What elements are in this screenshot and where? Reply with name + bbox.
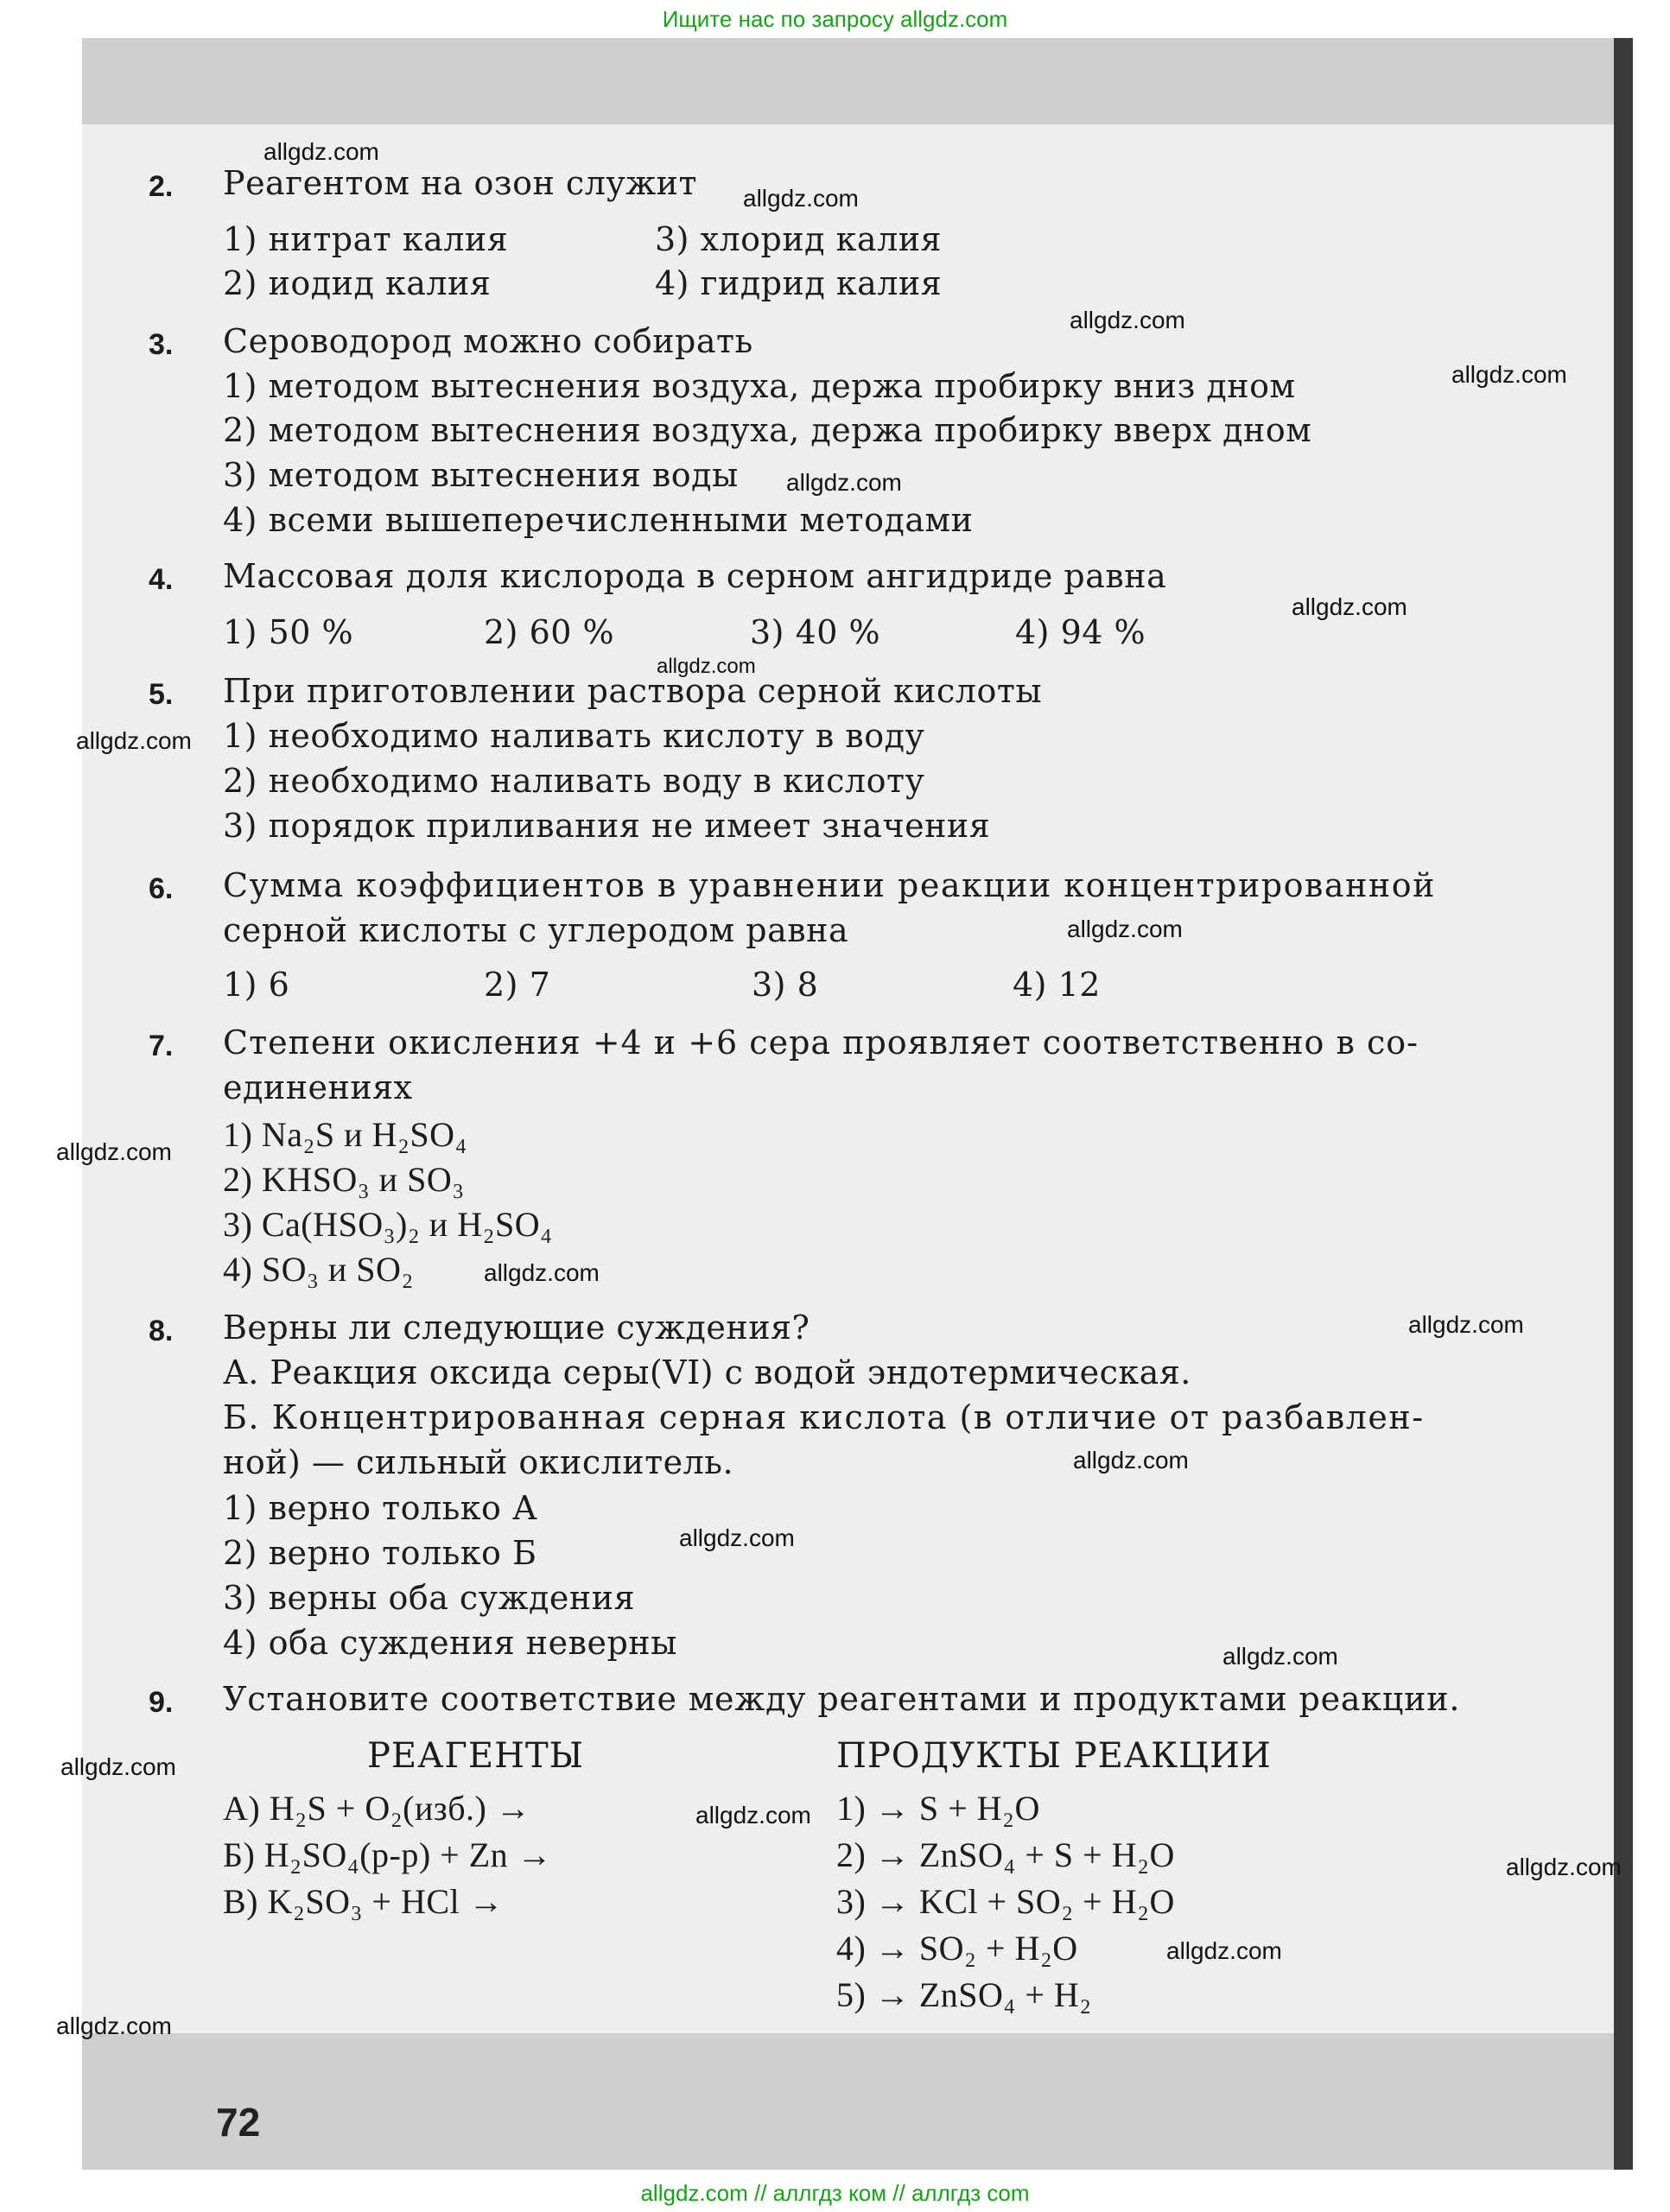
q3-option-4: 4) всеми вышеперечисленными методами <box>223 501 974 539</box>
product-3: 3) → KCl + SO₂ + H₂O <box>836 1882 1175 1921</box>
q5-option-2: 2) необходимо наливать воду в кислоту <box>223 762 925 800</box>
q4-number: 4. <box>149 563 174 596</box>
q6-option-3: 3) 8 <box>752 966 819 1004</box>
q6-text-line-2: серной кислоты с углеродом равна <box>223 911 849 949</box>
q2-option-1: 1) нитрат калия <box>223 220 509 258</box>
q9-text: Установите соответствие между реагентами и продуктами реакции. <box>223 1680 1461 1718</box>
watermark: allgdz.com <box>1067 916 1183 942</box>
q6-option-2: 2) 7 <box>484 966 551 1004</box>
q8-number: 8. <box>149 1315 174 1347</box>
watermark: allgdz.com <box>1292 593 1407 620</box>
watermark: allgdz.com <box>56 2012 172 2039</box>
product-5: 5) → ZnSO₄ + H₂ <box>836 1975 1092 2014</box>
watermark: allgdz.com <box>1222 1643 1338 1670</box>
q2-number: 2. <box>149 170 174 203</box>
q3-option-3: 3) методом вытеснения воды <box>223 456 739 494</box>
q8-statement-b-line-1: Б. Концентрированная серная кислота (в отличие от разбавлен- <box>223 1398 1425 1436</box>
top-banner: Ищите нас по запросу allgdz.com <box>662 6 1008 32</box>
product-4: 4) → SO₂ + H₂O <box>836 1929 1078 1968</box>
watermark: allgdz.com <box>1408 1311 1524 1338</box>
reagent-c: В) K₂SO₃ + HCl → <box>223 1882 505 1921</box>
q4-text: Массовая доля кислорода в серном ангидриде равна <box>223 557 1167 595</box>
watermark: allgdz.com <box>1073 1447 1189 1474</box>
q6-option-1: 1) 6 <box>223 966 290 1004</box>
q7-number: 7. <box>149 1030 174 1062</box>
q3-number: 3. <box>149 328 174 361</box>
watermark: allgdz.com <box>695 1802 811 1829</box>
watermark: allgdz.com <box>679 1524 795 1551</box>
watermark: allgdz.com <box>1451 361 1567 388</box>
product-2: 2) → ZnSO₄ + S + H₂O <box>836 1835 1175 1874</box>
watermark: allgdz.com <box>1070 307 1185 333</box>
bottom-banner: allgdz.com // аллгдз ком // аллгдз com <box>640 2180 1030 2206</box>
q8-statement-b-line-2: ной) — сильный окислитель. <box>223 1443 734 1481</box>
q5-number: 5. <box>149 678 174 711</box>
q8-statement-a: А. Реакция оксида серы(VI) с водой эндотермическая. <box>223 1353 1191 1391</box>
q9-number: 9. <box>149 1686 174 1719</box>
q7-text-line-2: единениях <box>223 1068 413 1106</box>
product-1: 1) → S + H₂O <box>836 1789 1040 1828</box>
q8-option-1: 1) верно только А <box>223 1489 538 1527</box>
reagent-a: А) H₂S + O₂(изб.) → <box>223 1789 531 1828</box>
q6-number: 6. <box>149 872 174 905</box>
watermark: allgdz.com <box>264 138 379 165</box>
q8-option-3: 3) верны оба суждения <box>223 1579 636 1617</box>
q2-option-2: 2) иодид калия <box>223 264 492 302</box>
q4-option-2: 2) 60 % <box>484 613 615 651</box>
watermark: allgdz.com <box>1506 1854 1622 1880</box>
page-edge <box>1614 38 1633 2170</box>
q3-option-2: 2) методом вытеснения воздуха, держа пробирку вверх дном <box>223 411 1312 449</box>
q7-option-3: 3) Ca(HSO₃)₂ и H₂SO₄ <box>223 1205 553 1244</box>
watermark: allgdz.com <box>76 727 192 754</box>
q8-option-2: 2) верно только Б <box>223 1534 537 1572</box>
q5-text: При приготовлении раствора серной кислоты <box>223 672 1043 710</box>
reagent-b: Б) H₂SO₄(р-р) + Zn → <box>223 1835 553 1874</box>
q6-text-line-1: Сумма коэффициентов в уравнении реакции концентрированной <box>223 866 1436 904</box>
q7-option-4: 4) SO₃ и SO₂ <box>223 1250 414 1289</box>
reagents-heading: РЕАГЕНТЫ <box>367 1736 585 1776</box>
watermark: allgdz.com <box>743 185 859 212</box>
q6-option-4: 4) 12 <box>1013 966 1101 1004</box>
q7-option-2: 2) KHSO₃ и SO₃ <box>223 1160 465 1199</box>
products-heading: ПРОДУКТЫ РЕАКЦИИ <box>836 1736 1272 1776</box>
q3-text: Сероводород можно собирать <box>223 322 753 360</box>
watermark: allgdz.com <box>56 1138 172 1165</box>
watermark: allgdz.com <box>60 1753 176 1780</box>
page-number: 72 <box>216 2100 261 2145</box>
q5-option-1: 1) необходимо наливать кислоту в воду <box>223 717 925 755</box>
q2-option-3: 3) хлорид калия <box>655 220 943 258</box>
q7-text-line-1: Степени окисления +4 и +6 сера проявляет соответственно в со- <box>223 1024 1419 1062</box>
q4-option-1: 1) 50 % <box>223 613 354 651</box>
watermark: allgdz.com <box>1166 1937 1282 1964</box>
q4-option-4: 4) 94 % <box>1015 613 1146 651</box>
q7-option-1: 1) Na₂S и H₂SO₄ <box>223 1115 467 1154</box>
q3-option-1: 1) методом вытеснения воздуха, держа пробирку вниз дном <box>223 367 1296 405</box>
watermark: allgdz.com <box>484 1259 600 1286</box>
q8-text: Верны ли следующие суждения? <box>223 1309 810 1347</box>
watermark: allgdz.com <box>657 655 756 678</box>
q8-option-4: 4) оба суждения неверны <box>223 1624 677 1662</box>
q2-option-4: 4) гидрид калия <box>655 264 943 302</box>
q4-option-3: 3) 40 % <box>750 613 881 651</box>
q5-option-3: 3) порядок приливания не имеет значения <box>223 807 991 845</box>
watermark: allgdz.com <box>786 469 902 496</box>
q2-text: Реагентом на озон служит <box>223 164 698 202</box>
